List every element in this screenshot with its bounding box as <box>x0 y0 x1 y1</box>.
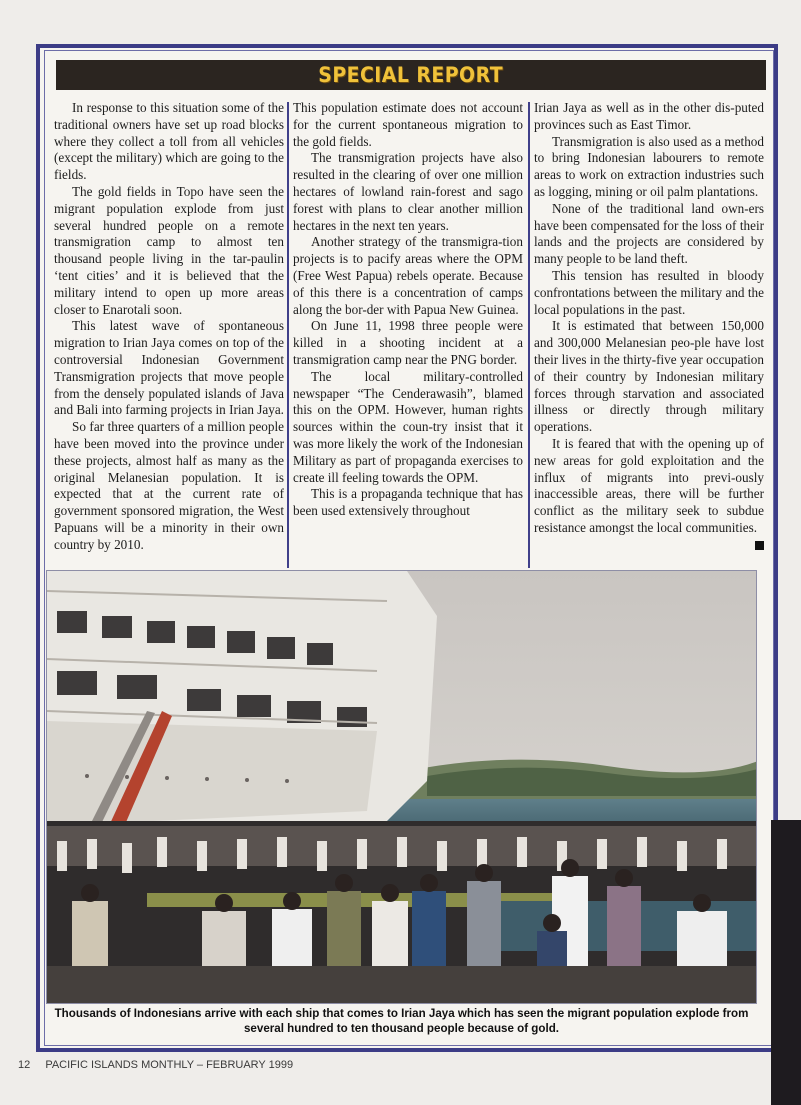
paragraph: The local military-controlled newspaper “The Cenderawasih”, blamed this on the OPM. However, human rights sources within the coun-try insist that it was more likely the work of the Indonesian Military as part of propaganda exercises to create ill feeling towards the OPM. <box>293 368 523 485</box>
page-footer <box>18 1059 305 1071</box>
section-header <box>56 60 766 90</box>
photo-caption: Thousands of Indonesians arrive with each ship that comes to Irian Jaya which has seen the migrant population explode from several hundred to ten thousand people because of gold. <box>54 1007 749 1035</box>
paragraph: None of the traditional land own-ers have been compensated for the loss of their lands and the projects are considered by many people to be land theft. <box>534 200 764 267</box>
article-column-1 <box>54 100 284 562</box>
paragraph: The transmigration projects have also resulted in the clearing of over one million hectares of lowland rain-forest and sago forest with plans to clear another million hectares in the next ten years. <box>293 150 523 233</box>
page-number: 12 <box>18 1059 31 1071</box>
end-of-article-mark <box>755 541 764 550</box>
paragraph: This population estimate does not account for the current spontaneous migration to the gold fields. <box>293 100 523 149</box>
article-column-2 <box>293 100 523 562</box>
publication-line: PACIFIC ISLANDS MONTHLY – FEBRUARY 1999 <box>45 1059 294 1071</box>
column-rule <box>528 102 530 568</box>
paragraph: It is estimated that between 150,000 and 300,000 Melanesian peo-ple have lost their lives in the thirty-five year occupation of their country by Indonesian military forces through starvation and associated illness or directly through military operations. <box>534 318 764 435</box>
paragraph: On June 11, 1998 three people were killed in a shooting incident at a transmigration camp near the PNG border. <box>293 318 523 367</box>
paragraph: This latest wave of spontaneous migration to Irian Jaya comes on top of the controversial Indonesian Government Transmigration projects that move people from the densely populated islands of Java and Bali into farming projects in Irian Jaya. <box>54 318 284 418</box>
paragraph: In response to this situation some of the traditional owners have set up road blocks where they collect a toll from all vehicles (except the military) which are going to the fields. <box>54 100 284 183</box>
paragraph <box>534 436 764 537</box>
article-column-3 <box>534 100 764 562</box>
paragraph: Transmigration is also used as a method to bring Indonesian labourers to remote areas to work on extraction industries such as logging, mining or oil palm plantations. <box>534 133 764 199</box>
paragraph-text: It is feared that with the opening up of new areas for gold exploitation and the influx of migrants into previ-ously inaccessible areas, there will be further conflict as the military seek to subdue resistance amongst the local communities. <box>534 435 764 535</box>
paragraph: This is a propaganda technique that has been used extensively throughout <box>293 486 523 519</box>
page-edge <box>771 820 801 1105</box>
paragraph: Irian Jaya as well as in the other dis-puted provinces such as East Timor. <box>534 100 764 132</box>
news-photo <box>46 570 757 1004</box>
paragraph: This tension has resulted in bloody confrontations between the military and the local populations in the past. <box>534 267 764 317</box>
paragraph: Another strategy of the transmigra-tion projects is to pacify areas where the OPM (Free West Papua) rebels operate. Because of this there is a concentration of camps along the bor-der with Papua New Guinea. <box>293 234 523 317</box>
section-title: SPECIAL REPORT <box>318 63 504 87</box>
column-rule <box>287 102 289 568</box>
paragraph: The gold fields in Topo have seen the migrant population explode from just several hundred people on a remote transmigration camp to almost ten thousand people living in the tar-paulin ‘tent cities’ and it is believed that the military intend to open up more areas closer to Enarotali soon. <box>54 183 284 317</box>
paragraph: So far three quarters of a million people have been moved into the province under these projects, almost half as many as the original Melanesian population. It is expected that at the current rate of government sponsored migration, the West Papuans will be a minority in their own country by 2010. <box>54 419 284 552</box>
